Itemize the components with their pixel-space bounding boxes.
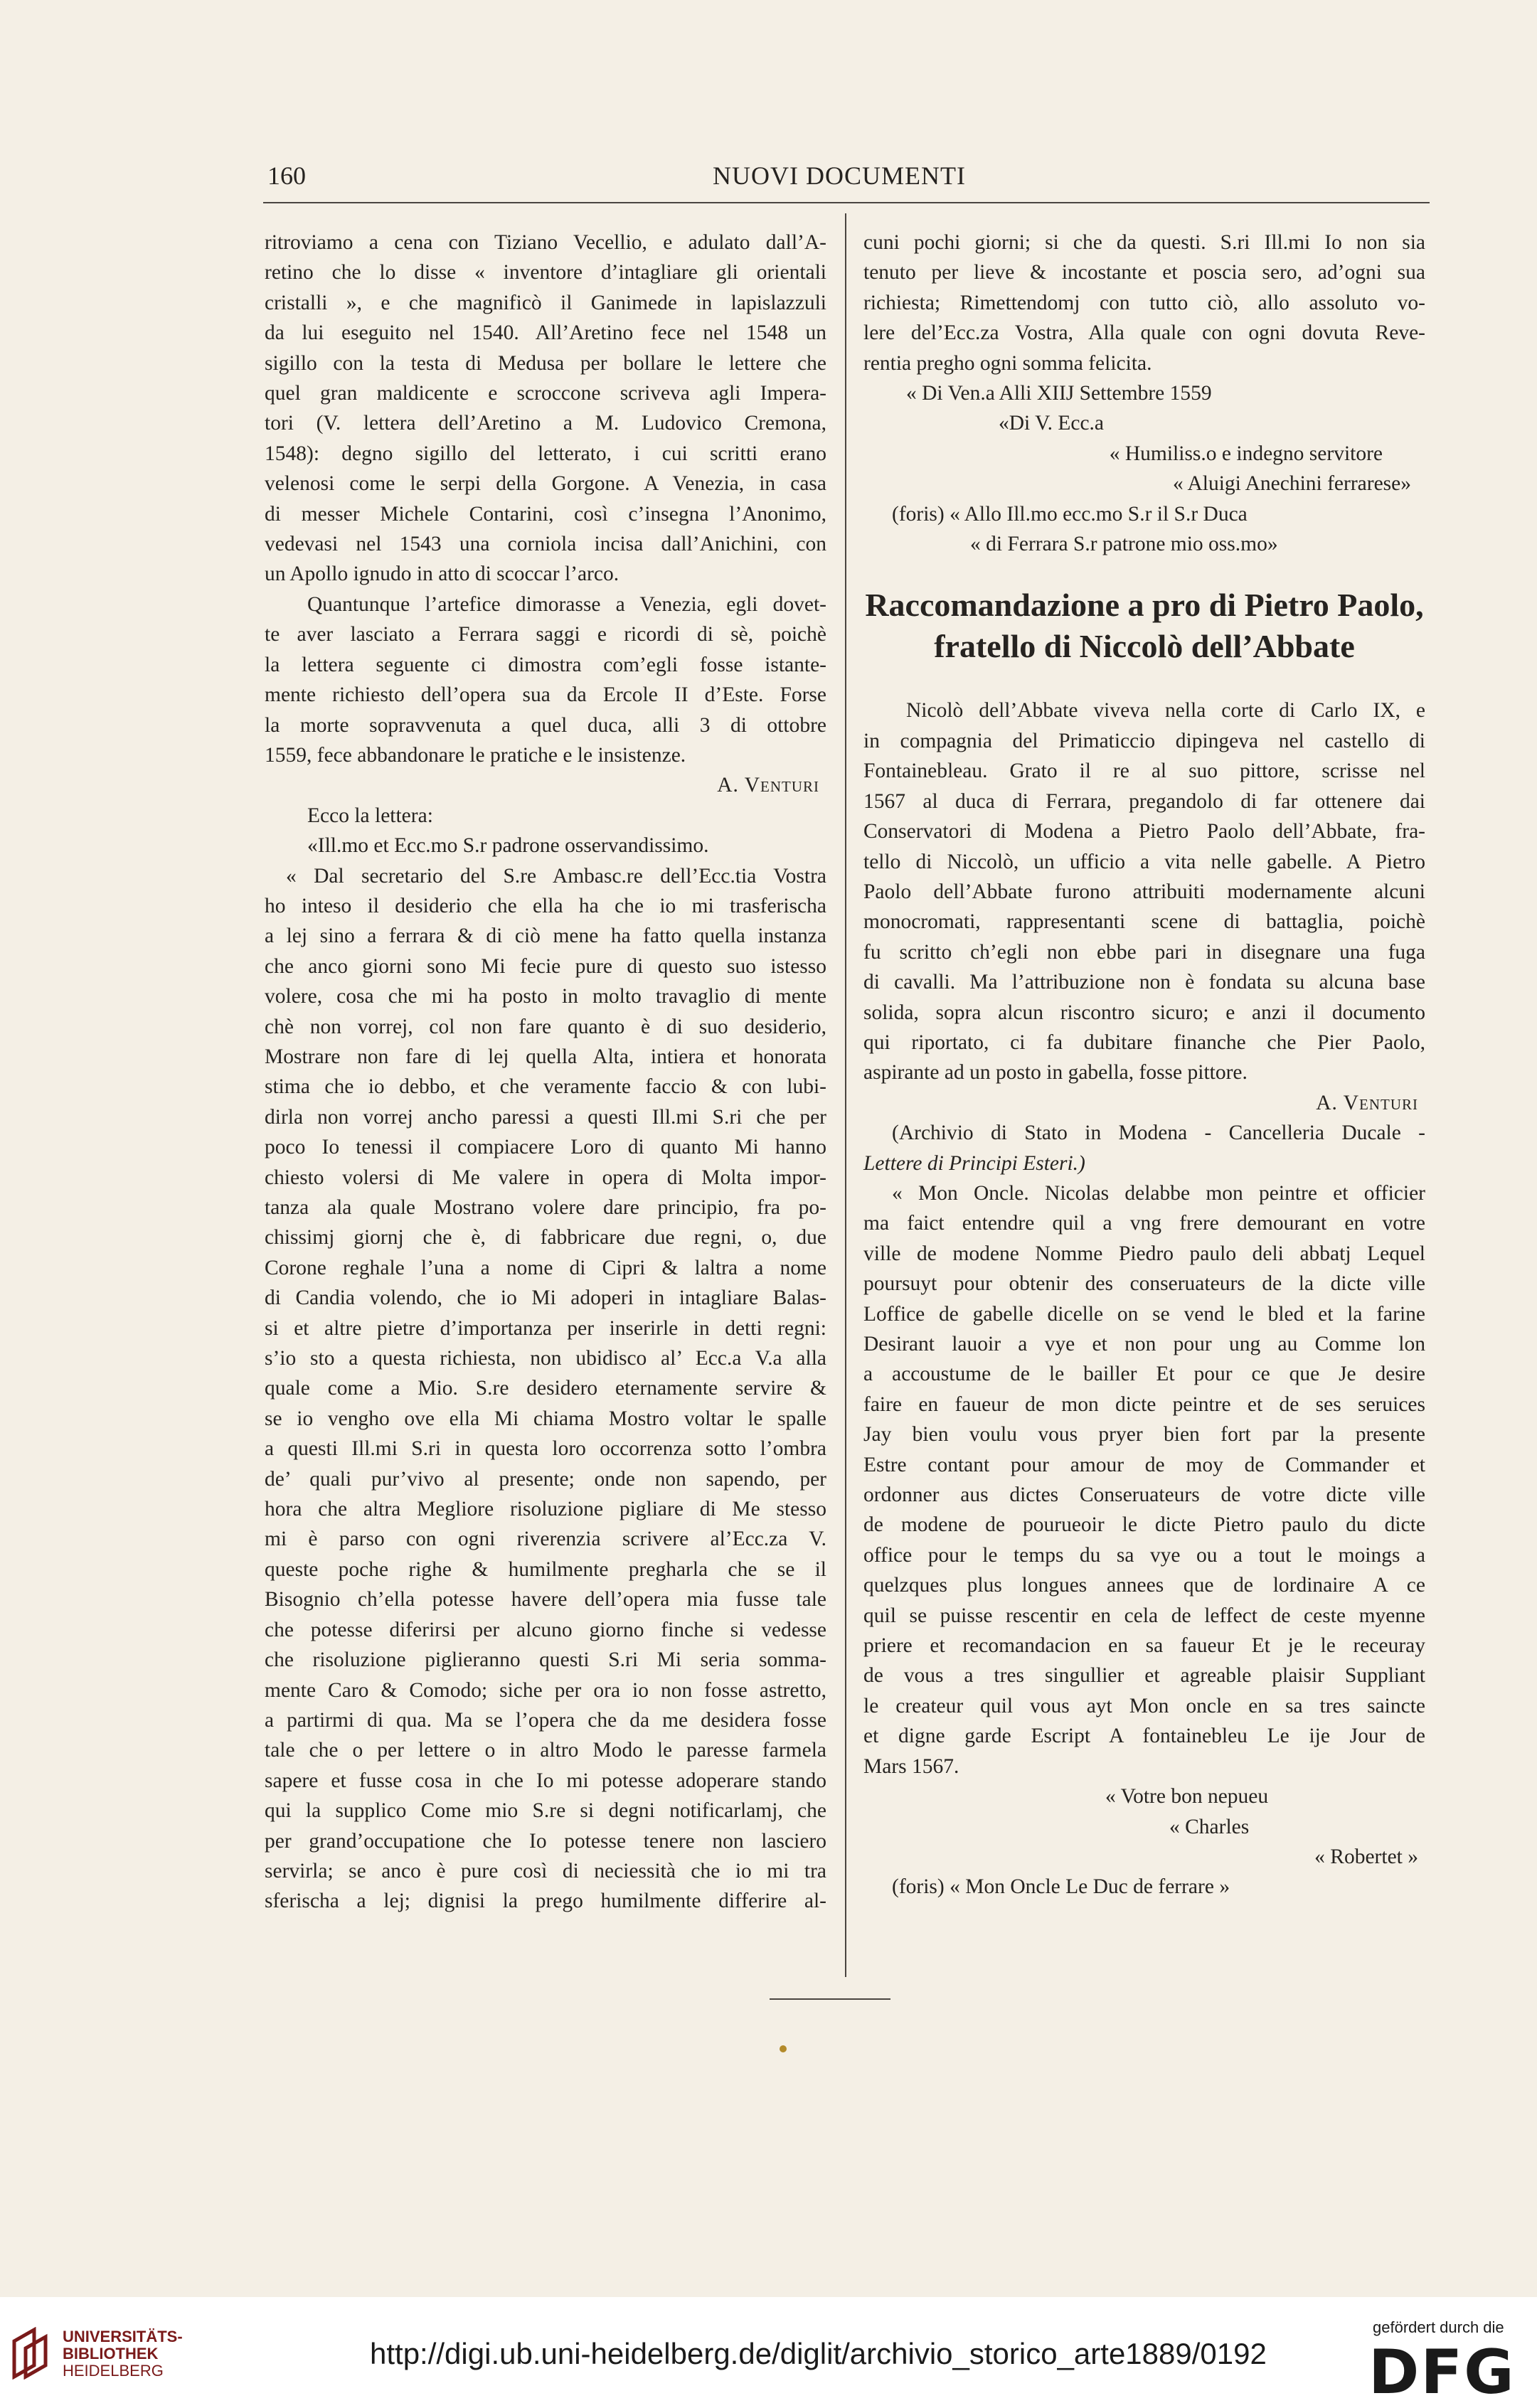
address: (foris) « Mon Oncle Le Duc de ferrare » [892, 1875, 1230, 1899]
column-separator [845, 213, 846, 1977]
library-name-line: HEIDELBERG [63, 2362, 164, 2380]
library-name-line: BIBLIOTHEK [63, 2345, 159, 2362]
signature: A. Venturi [1316, 1091, 1418, 1114]
text-line: faire en faueur de mon dicte peintre et de ses seruices [863, 1392, 1425, 1416]
text-line: cuni pochi giorni; si che da questi. S.ri Ill.mi Io non sia [863, 231, 1425, 254]
letter-salutation: «Ill.mo et Ecc.mo S.r padrone osservandissimo. [307, 834, 709, 858]
text-line: poursuyt pour obtenir des conseruateurs de la dicte ville [863, 1272, 1425, 1296]
text-line: chè non vorrej, col non fare quanto è di suo desiderio, [265, 1015, 826, 1038]
right-column [863, 228, 1425, 1902]
text-line: priere et recomandacion en sa faueur Et je le receuray [863, 1634, 1425, 1658]
text-line: fu scritto ch’egli non ebbe pari in disegnare una fuga [863, 940, 1425, 964]
text-line: rentia pregho ogni somma felicita. [863, 351, 1152, 375]
text-line: servirla; se anco è pure così di neciessità che io mi tra [265, 1859, 826, 1882]
text-line: sapere et fusse cosa in che Io mi potesse adoperare stando [265, 1769, 826, 1792]
text-line: aspirante ad un posto in gabella, fosse pittore. [863, 1061, 1248, 1085]
text-line: tale che o per lettere o in altro Modo le paresse farmela [265, 1739, 826, 1762]
text-line: Conservatori di Modena a Pietro Paolo dell’Abbate, fra- [863, 820, 1425, 843]
library-name [63, 2328, 183, 2380]
text-line: la lettera seguente ci dimostra com’egli fosse istante- [265, 653, 826, 676]
text-line: a questi Ill.mi S.ri in questa loro occorrenza sotto l’ombra [265, 1437, 826, 1461]
document-url-link[interactable]: http://digi.ub.uni-heidelberg.de/diglit/archivio_storico_arte1889/0192 [370, 2337, 1267, 2370]
text-line: te aver lasciato a Ferrara saggi e ricordi di sè, poichè [265, 623, 826, 646]
text-line: Jay bien voulu vous pryer bien fort par la presente [863, 1423, 1425, 1447]
text-line: a accoustume de le bailler Et pour ce que Je desire [863, 1363, 1425, 1386]
text-line: 1567 al duca di Ferrara, pregandolo di far ottenere dai [863, 789, 1425, 813]
page-number: 160 [267, 161, 306, 190]
text-line: retino che lo disse « inventore d’intagliare gli orientali [265, 261, 826, 284]
text-line: ritroviamo a cena con Tiziano Vecellio, e adulato dall’A- [265, 231, 826, 254]
text-line: chiesto volersi di Me valere in opera di Molta impor- [265, 1166, 826, 1189]
text-line: a partirmi di qua. Ma se l’opera che da me desidera fosse [265, 1708, 826, 1732]
section-heading [863, 585, 1425, 667]
text-line: Bisognio ch’ella potesse havere dell’opera mia fusse tale [265, 1588, 826, 1611]
text-line: de modene de pourueoir le dicte Pietro paulo du dicte [863, 1513, 1425, 1537]
text-line: hora che altra Megliore risoluzione pigliare di Me stesso [265, 1498, 826, 1521]
text-line: Quantunque l’artefice dimorasse a Venezia, egli dovet- [307, 592, 826, 616]
text-line: 1548): degno sigillo del letterato, i cui scritti erano [265, 442, 826, 465]
text-line: cristalli », e che magnificò il Ganimede in lapislazzuli [265, 291, 826, 314]
closing: « Votre bon nepueu [1105, 1785, 1269, 1808]
text-line: a lej sino a ferrara & di ciò mene ha fatto quella instanza [265, 925, 826, 948]
digitization-footer [0, 2297, 1537, 2407]
text-line: di messer Michele Contarini, così c’insegna l’Anonimo, [265, 502, 826, 526]
text-line: et digne garde Escript A fontainebleu Le ije Jour de [863, 1725, 1425, 1748]
text-line: ma faict entendre quil a vng frere demourant en votre [863, 1212, 1425, 1235]
text-line: di Candia volendo, che io Mi adoperi in intagliare Balas- [265, 1286, 826, 1310]
text-line: Paolo dell’Abbate furono attribuiti modernamente alcuni [863, 880, 1425, 903]
text-line: sigillo con la testa di Medusa per bollare le lettere che [265, 351, 826, 375]
text-line: qui riportato, ci fa dubitare finanche che Pier Paolo, [863, 1030, 1425, 1054]
text-line: sferischa a lej; dignisi la prego humilmente differire al- [265, 1890, 826, 1913]
closing: « Charles [1169, 1815, 1250, 1838]
footnote-rule [770, 1998, 890, 2000]
text-line: per grand’occupatione che Io potesse tenere non lasciero [265, 1829, 826, 1853]
text-line: mente Caro & Comodo; siche per ora io non fosse astretto, [265, 1678, 826, 1702]
text-line: in compagnia del Primaticcio dipingeva nel castello di [863, 729, 1425, 752]
archive-reference: (Archivio di Stato in Modena - Cancelleria Ducale - [892, 1122, 1425, 1145]
running-title: NUOVI DOCUMENTI [713, 161, 966, 190]
closing-signature: « Aluigi Anechini ferrarese» [1172, 472, 1411, 496]
text-line: queste poche righe & humilmente pregharla che se il [265, 1557, 826, 1581]
text-line: Loffice de gabelle dicelle on se vend le bled et la farine [863, 1302, 1425, 1326]
text-line: de vous a tres singullier et agreable plaisir Suppliant [863, 1664, 1425, 1688]
text-line: lere del’Ecc.za Vostra, Alla quale con ogni dovuta Reve- [863, 321, 1425, 345]
text-line: le createur quil vous ayt Mon oncle en sa tres saincte [863, 1694, 1425, 1717]
text-line: stima che io debbo, et che veramente faccio & con lubi- [265, 1075, 826, 1099]
text-line: Ecco la lettera: [307, 804, 433, 827]
text-line: Corone reghale l’una a nome di Cipri & laltra a nome [265, 1256, 826, 1279]
text-line: chissimj giornj che è, di fabbricare due regni, o, due [265, 1226, 826, 1250]
text-line: poco Io tenessi il compiacere Loro di quanto Mi hanno [265, 1136, 826, 1159]
funding-note: gefördert durch die [1373, 2318, 1504, 2336]
address: « di Ferrara S.r patrone mio oss.mo» [970, 533, 1278, 556]
text-line: che risoluzione piglieranno questi S.ri Mi seria somma- [265, 1648, 826, 1672]
text-line: velenosi come le serpi della Gorgone. A Venezia, in casa [265, 472, 826, 496]
text-line: la morte sopravvenuta a quel duca, alli 3 di ottobre [265, 713, 826, 737]
text-line: quel gran maldicente e scroccone scriveva agli Impera- [265, 382, 826, 405]
closing: « Humiliss.o e indegno servitore [1109, 442, 1383, 465]
text-line: s’io sto a questa richiesta, non ubidisco al’ Ecc.a V.a alla [265, 1347, 826, 1370]
text-line: Fontainebleau. Grato il re al suo pittore, scrisse nel [863, 760, 1425, 783]
text-line: tenuto per lieve & incostante et poscia sero, ad’ogni sua [863, 261, 1425, 284]
text-line: Mostrare non fare di lej quella Alta, intiera et honorata [265, 1045, 826, 1068]
text-line: qui la supplico Come mio S.re si degni notificarlamj, che [265, 1799, 826, 1823]
text-line: tori (V. lettera dell’Aretino a M. Ludovico Cremona, [265, 412, 826, 435]
text-line: da lui eseguito nel 1540. All’Aretino fece nel 1548 un [265, 321, 826, 345]
text-line: solida, sopra alcun riscontro sicuro; e anzi il documento [863, 1001, 1425, 1024]
text-line: volere, cosa che mi ha posto in molto travaglio di mente [265, 985, 826, 1008]
dfg-logo: DFG [1368, 2337, 1516, 2408]
text-line: quil se puisse rescentir en cela de leffect de ceste myenne [863, 1604, 1425, 1627]
dateline: « Di Ven.a Alli XIIJ Settembre 1559 [906, 382, 1212, 405]
text-line: quale come a Mio. S.re desidero eternamente servire & [265, 1377, 826, 1400]
library-logo-icon [10, 2327, 53, 2380]
left-column [265, 228, 826, 1917]
text-line: « Mon Oncle. Nicolas delabbe mon peintre et officier [892, 1181, 1425, 1205]
library-logo-svg [10, 2327, 53, 2380]
section-heading-line: Raccomandazione a pro di Pietro Paolo, [865, 587, 1424, 624]
text-line: si et altre pietre d’importanza per inserirle in detti regni: [265, 1316, 826, 1340]
header-rule [263, 202, 1430, 203]
text-line: 1559, fece abbandonare le pratiche e le insistenze. [265, 743, 686, 767]
text-line: quelzques plus longues annees que de lordinaire A ce [863, 1574, 1425, 1597]
text-line: mente richiesto dell’opera sua da Ercole II d’Este. Forse [265, 683, 826, 707]
text-line: de’ quali pur’vivo al presente; onde non sapendo, per [265, 1467, 826, 1491]
text-line: che anco giorni sono Mi fecie pure di questo suo istesso [265, 954, 826, 978]
closing-signature: « Robertet » [1314, 1845, 1418, 1868]
address: (foris) « Allo Ill.mo ecc.mo S.r il S.r Duca [892, 502, 1248, 526]
library-name-line: UNIVERSITÄTS- [63, 2328, 183, 2345]
text-line: mi è parso con ogni riverenzia scrivere al’Ecc.za V. [265, 1528, 826, 1551]
text-line: tanza ala quale Mostrano volere dare principio, fra po- [265, 1196, 826, 1219]
text-line: ville de modene Nomme Piedro paulo deli abbatj Lequel [863, 1242, 1425, 1265]
text-line: Estre contant pour amour de moy de Commander et [863, 1453, 1425, 1476]
text-line: vedevasi nel 1543 una corniola incisa dall’Anichini, con [265, 533, 826, 556]
text-line: ho inteso il desiderio che ella ha che io mi trasferischa [265, 894, 826, 917]
text-line: un Apollo ignudo in atto di scoccar l’arco. [265, 563, 619, 586]
text-line: tello di Niccolò, un ufficio a vita nelle gabelle. A Pietro [863, 850, 1425, 873]
text-line: che potesse diferirsi per alcuno giorno finche si vedesse [265, 1618, 826, 1641]
text-line: « Dal secretario del S.re Ambasc.re dell’Ecc.tia Vostra [286, 864, 826, 888]
text-line: office pour le temps du sa vye ou a tout le moings a [863, 1543, 1425, 1567]
signature: A. Venturi [717, 774, 819, 797]
text-line: richiesta; Rimettendomj con tutto ciò, allo assoluto vo- [863, 291, 1425, 314]
dateline: «Di V. Ecc.a [999, 412, 1105, 435]
text-line: se io vengho ove ella Mi chiama Mostro voltar le spalle [265, 1407, 826, 1430]
text-line: Desirant lauoir a vye et non pour ung au Comme lon [863, 1333, 1425, 1355]
section-heading-line: fratello di Niccolò dell’Abbate [934, 628, 1355, 665]
text-line: di cavalli. Ma l’attribuzione non è fondata su alcuna base [863, 971, 1425, 994]
text-line: Mars 1567. [863, 1754, 959, 1778]
text-line: ordonner aus dictes Conseruateurs de votre dicte ville [863, 1483, 1425, 1507]
text-line: Nicolò dell’Abbate viveva nella corte di Carlo IX, e [906, 699, 1425, 723]
text-line: monocromati, rappresentanti scene di battaglia, poichè [863, 910, 1425, 934]
ornament-dot [780, 2045, 787, 2052]
text-line: dirla non vorrej ancho paressi a questi Ill.mi S.ri che per [265, 1105, 826, 1129]
archive-reference: Lettere di Principi Esteri.) [863, 1151, 1085, 1175]
